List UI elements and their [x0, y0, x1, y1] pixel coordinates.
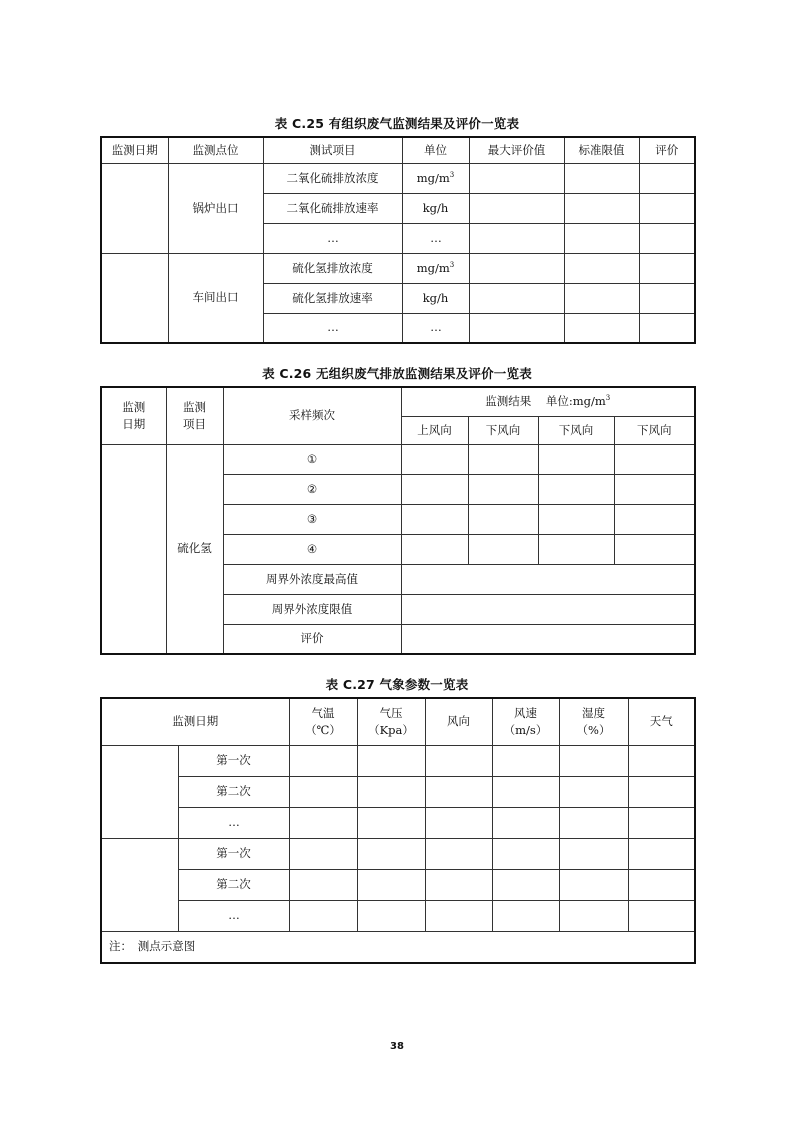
value-cell [289, 900, 357, 931]
header-pressure-line: 气压 [379, 705, 403, 720]
header-date-line: 监测 [122, 399, 146, 414]
value-cell [289, 807, 357, 838]
value-cell [628, 807, 695, 838]
table-row [101, 838, 695, 869]
item-cell: 硫化氢排放速率 [263, 283, 402, 313]
header-cell: 最大评价值 [469, 137, 564, 163]
value-cell [357, 776, 425, 807]
value-cell [289, 838, 357, 869]
value-cell [564, 283, 639, 313]
page-number: 38 [390, 1041, 404, 1052]
header-pressure-unit: （Kpa） [368, 722, 414, 737]
value-cell [639, 313, 695, 343]
value-cell [468, 444, 538, 474]
round-cell: 第一次 [178, 838, 289, 869]
value-cell [289, 776, 357, 807]
header-cell: 评价 [639, 137, 695, 163]
value-cell [538, 504, 614, 534]
header-item-line: 监测 [183, 399, 206, 414]
table-c25-caption: 表 C.25 有组织废气监测结果及评价一览表 [274, 116, 520, 131]
header-humidity-line: 湿度 [582, 705, 605, 720]
value-cell [468, 474, 538, 504]
header-humidity-unit: （%） [576, 722, 611, 737]
value-cell [639, 223, 695, 253]
value-cell [564, 193, 639, 223]
value-cell [628, 900, 695, 931]
sample-cell: ③ [223, 504, 401, 534]
table-header-row [101, 698, 695, 745]
item-cell: 二氧化硫排放浓度 [263, 163, 402, 193]
value-cell [357, 745, 425, 776]
value-cell [639, 163, 695, 193]
value-cell [401, 474, 468, 504]
unit-cell: $mg/m^3$ [402, 253, 469, 283]
table-row [101, 745, 695, 776]
unit-cell: kg/h [402, 193, 469, 223]
table-c25 [100, 136, 696, 344]
value-cell [538, 444, 614, 474]
value-cell [425, 807, 492, 838]
header-cell: 单位 [402, 137, 469, 163]
value-cell [289, 869, 357, 900]
header-wind-speed-line: 风速 [514, 705, 537, 720]
table-row [101, 869, 695, 900]
header-cell-wind-direction: 风向 [425, 698, 492, 745]
round-cell: … [178, 807, 289, 838]
value-cell [357, 900, 425, 931]
value-cell [492, 900, 559, 931]
value-cell [492, 776, 559, 807]
header-cell-weather: 天气 [628, 698, 695, 745]
value-cell [492, 807, 559, 838]
value-cell [559, 869, 628, 900]
table-header-row [101, 387, 695, 416]
header-cell: 监测日期 [101, 137, 168, 163]
value-cell [357, 807, 425, 838]
header-cell-results: 监测结果 单位$:mg/m^3$ [401, 387, 695, 416]
value-cell [469, 163, 564, 193]
value-cell [401, 564, 695, 594]
table-row [101, 776, 695, 807]
table-c26 [100, 386, 696, 655]
value-cell [401, 534, 468, 564]
header-cell-temp [289, 698, 357, 745]
value-cell [559, 838, 628, 869]
value-cell [425, 869, 492, 900]
unit-cell: … [402, 313, 469, 343]
value-cell [425, 900, 492, 931]
unit-cell: kg/h [402, 283, 469, 313]
value-cell [492, 869, 559, 900]
table-c27 [100, 697, 696, 964]
value-cell [564, 253, 639, 283]
value-cell [538, 474, 614, 504]
header-direction: 上风向 [401, 416, 468, 444]
sample-cell: ④ [223, 534, 401, 564]
value-cell [559, 776, 628, 807]
round-cell: … [178, 900, 289, 931]
value-cell [469, 253, 564, 283]
header-date-line: 日期 [122, 416, 146, 431]
value-cell [469, 193, 564, 223]
header-temp-unit: （℃） [305, 722, 341, 737]
header-direction: 下风向 [614, 416, 695, 444]
header-item-line: 项目 [183, 416, 206, 431]
value-cell [469, 283, 564, 313]
value-cell [538, 534, 614, 564]
item-cell: 二氧化硫排放速率 [263, 193, 402, 223]
value-cell [425, 745, 492, 776]
header-cell-date [101, 387, 166, 444]
table-c26-caption: 表 C.26 无组织废气排放监测结果及评价一览表 [262, 366, 532, 381]
value-cell [401, 444, 468, 474]
evaluation-label: 评价 [223, 624, 401, 654]
header-cell-frequency: 采样频次 [223, 387, 401, 444]
table-row [101, 444, 695, 474]
value-cell [614, 444, 695, 474]
table-header-row [101, 137, 695, 163]
sample-cell: ② [223, 474, 401, 504]
value-cell [401, 624, 695, 654]
note-cell: 注： 测点示意图 [101, 931, 695, 963]
header-direction: 下风向 [468, 416, 538, 444]
results-label: 监测结果 [485, 394, 532, 409]
value-cell [614, 474, 695, 504]
table-row [101, 931, 695, 963]
round-cell: 第一次 [178, 745, 289, 776]
value-cell [559, 900, 628, 931]
header-cell-item [166, 387, 223, 444]
date-cell [101, 838, 178, 931]
value-cell [401, 504, 468, 534]
value-cell [564, 313, 639, 343]
point-cell: 车间出口 [168, 253, 263, 343]
value-cell [614, 534, 695, 564]
boundary-max-label: 周界外浓度最高值 [223, 564, 401, 594]
pollutant-cell: 硫化氢 [166, 444, 223, 654]
value-cell [628, 838, 695, 869]
point-cell: 锅炉出口 [168, 163, 263, 253]
unit-cell: $mg/m^3$ [402, 163, 469, 193]
header-cell: 监测点位 [168, 137, 263, 163]
table-row [101, 807, 695, 838]
boundary-limit-label: 周界外浓度限值 [223, 594, 401, 624]
unit-cell: … [402, 223, 469, 253]
value-cell [357, 869, 425, 900]
value-cell [639, 193, 695, 223]
header-wind-speed-unit: （m/s） [503, 722, 548, 737]
value-cell [639, 283, 695, 313]
value-cell [289, 745, 357, 776]
round-cell: 第二次 [178, 776, 289, 807]
item-cell: … [263, 313, 402, 343]
value-cell [469, 313, 564, 343]
header-cell: 标准限值 [564, 137, 639, 163]
value-cell [357, 838, 425, 869]
value-cell [425, 776, 492, 807]
value-cell [468, 504, 538, 534]
header-direction: 下风向 [538, 416, 614, 444]
table-row [101, 253, 695, 283]
value-cell [639, 253, 695, 283]
header-cell-date: 监测日期 [101, 698, 289, 745]
header-cell-pressure [357, 698, 425, 745]
header-temp-line: 气温 [311, 705, 335, 720]
value-cell [564, 163, 639, 193]
value-cell [628, 745, 695, 776]
table-row [101, 163, 695, 193]
results-unit: 单位:mg/m [545, 394, 606, 409]
table-c27-caption: 表 C.27 气象参数一览表 [325, 677, 469, 692]
item-cell: … [263, 223, 402, 253]
value-cell [559, 745, 628, 776]
value-cell [469, 223, 564, 253]
value-cell [628, 776, 695, 807]
date-cell [101, 163, 168, 253]
value-cell [425, 838, 492, 869]
value-cell [559, 807, 628, 838]
round-cell: 第二次 [178, 869, 289, 900]
value-cell [468, 534, 538, 564]
value-cell [492, 838, 559, 869]
item-cell: 硫化氢排放浓度 [263, 253, 402, 283]
value-cell [492, 745, 559, 776]
value-cell [564, 223, 639, 253]
value-cell [401, 594, 695, 624]
date-cell [101, 253, 168, 343]
date-cell [101, 745, 178, 838]
header-cell: 测试项目 [263, 137, 402, 163]
date-cell [101, 444, 166, 654]
table-row [101, 900, 695, 931]
value-cell [628, 869, 695, 900]
value-cell [614, 504, 695, 534]
header-cell-wind-speed [492, 698, 559, 745]
header-cell-humidity [559, 698, 628, 745]
sample-cell: ① [223, 444, 401, 474]
